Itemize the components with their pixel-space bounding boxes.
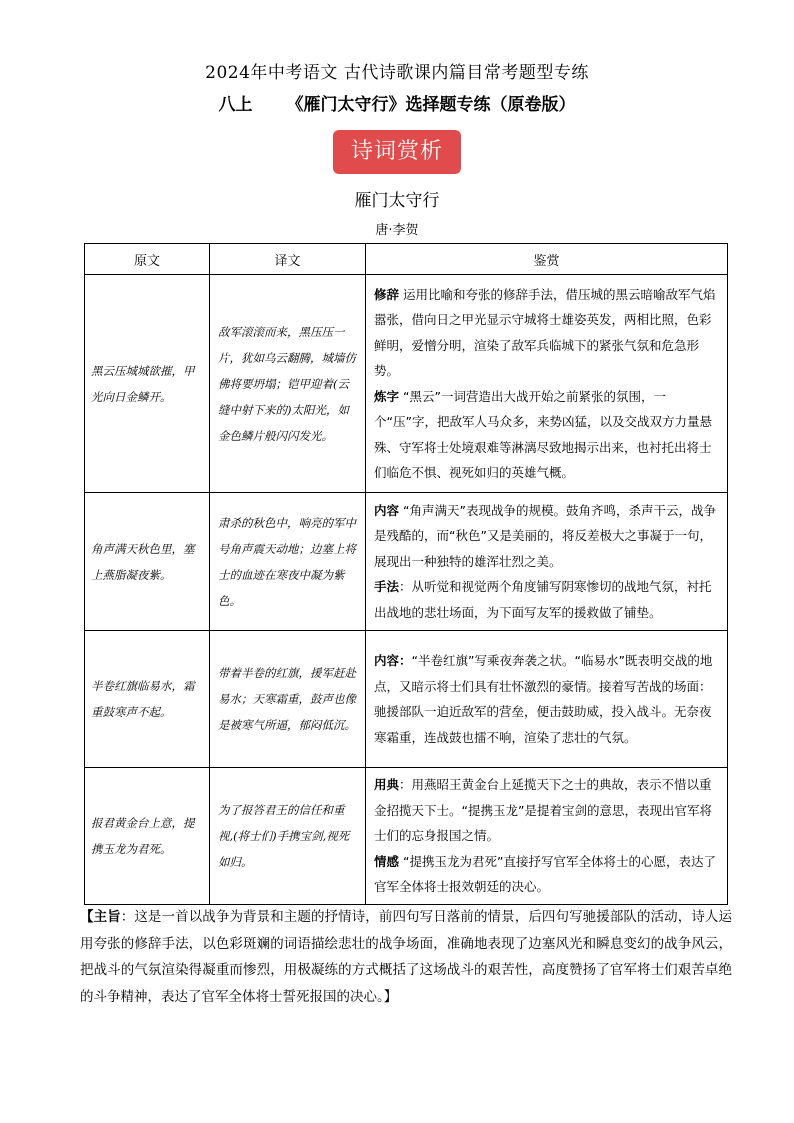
poem-analysis-table — [84, 243, 728, 905]
appreciation-label: 用典 — [374, 777, 400, 793]
table-header-row — [85, 244, 728, 275]
appreciation-cell — [366, 768, 728, 905]
summary-text: ：这是一首以战争为背景和主题的抒情诗，前四句写日落前的情景，后四句写驰援部队的活动，诗人运用夸张的修辞手法，以色彩斑斓的词语描绘悲壮的战争场面，准确地表现了边塞风光和瞬息变幻的战争风云，把战斗的气氛渲染得凝重而惨烈，用极凝练的方式概括了这场战斗的艰苦性，高度赞扬了官军将士们艰苦卓绝的斗争精神，表达了官军全体将士誓死报国的决心。】 — [80, 909, 733, 1005]
appreciation-text: ：用燕昭王黄金台上延揽天下之士的典故，表示不惜以重金招揽天下士。“提携玉龙”是提着宝剑的意思，表现出官军将士们的忘身报国之情。 — [374, 777, 712, 844]
appreciation-para — [374, 282, 721, 384]
section-banner: 诗词赏析 — [333, 130, 461, 174]
appreciation-para — [374, 384, 721, 486]
appreciation-cell — [366, 493, 728, 631]
table-row — [85, 275, 728, 493]
translation-cell: 为了报答君王的信任和重视,(将士们)手携宝剑,视死如归。 — [210, 768, 366, 905]
grade-label: 八上 — [218, 95, 253, 115]
appreciation-cell — [366, 631, 728, 768]
appreciation-cell — [366, 275, 728, 493]
table-row — [85, 631, 728, 768]
subtitle-text: 《雁门太守行》选择题专练（原卷版） — [286, 95, 576, 115]
appreciation-text: “角声满天”表现战争的规模。鼓角齐鸣，杀声干云，战争是残酷的，而“秋色”又是美丽的，将反差极大之事凝于一句，展现出一种独特的雄浑壮烈之美。 — [374, 502, 716, 569]
table-row — [85, 768, 728, 905]
banner-wrapper — [0, 130, 794, 174]
original-cell: 黑云压城城欲摧，甲光向日金鳞开。 — [85, 275, 210, 493]
table-row — [85, 493, 728, 631]
appreciation-text: 运用比喻和夸张的修辞手法，借压城的黑云暗喻敌军气焰嚣张，借向日之甲光显示守城将士雄姿英发，两相比照，色彩鲜明，爱憎分明，渲染了敌军兵临城下的紧张气氛和危急形势。 — [374, 286, 716, 378]
original-cell: 半卷红旗临易水，霜重鼓寒声不起。 — [85, 631, 210, 768]
document-title: 2024年中考语文 古代诗歌课内篇目常考题型专练 — [205, 63, 589, 83]
appreciation-label: 修辞 — [374, 286, 400, 302]
header-original: 原文 — [85, 244, 210, 275]
appreciation-label: 内容： — [374, 653, 412, 668]
appreciation-label: 内容 — [374, 502, 400, 518]
translation-cell: 肃杀的秋色中，响亮的军中号角声震天动地；边塞上将士的血迹在寒夜中凝为紫色。 — [210, 493, 366, 631]
appreciation-para — [374, 574, 721, 625]
translation-cell: 敌军滚滚而来，黑压压一片，犹如乌云翻腾，城墙仿佛将要坍塌；铠甲迎着(云缝中射下来的)太阳光，如金色鳞片般闪闪发光。 — [210, 275, 366, 493]
appreciation-para — [374, 498, 721, 575]
poem-author: 唐·李贺 — [375, 223, 419, 238]
appreciation-text: “半卷红旗”写乘夜奔袭之状。“临易水”既表明交战的地点，又暗示将士们具有壮怀激烈的豪情。接着写苦战的场面：驰援部队一迫近敌军的营垒，便击鼓助威，投入战斗。无奈夜寒霜重，连战鼓也擂不响，渲染了悲壮的气氛。 — [374, 653, 713, 745]
appreciation-para — [374, 772, 721, 849]
poem-title: 雁门太守行 — [354, 191, 440, 211]
appreciation-text: “黑云”一词营造出大战开始之前紧张的氛围，一个“压”字，把敌军人马众多，来势凶猛，以及交战双方力量悬殊、守军将士处境艰难等淋漓尽致地揭示出来，也衬托出将士们临危不惧、视死如归的英雄气概。 — [374, 388, 712, 480]
appreciation-para — [374, 648, 721, 750]
appreciation-para — [374, 849, 721, 900]
theme-summary — [80, 904, 732, 1010]
header-translation: 译文 — [210, 244, 366, 275]
appreciation-label: 炼字 — [374, 388, 400, 404]
original-cell: 角声满天秋色里，塞上燕脂凝夜紫。 — [85, 493, 210, 631]
translation-cell: 带着半卷的红旗，援军赶赴易水；天寒霜重，鼓声也像是被寒气所逼，郁闷低沉。 — [210, 631, 366, 768]
appreciation-label: 手法 — [374, 579, 400, 595]
appreciation-text: “提携玉龙为君死”直接抒写官军全体将士的心愿，表达了官军全体将士报效朝廷的决心。 — [374, 853, 716, 895]
appreciation-label: 情感 — [374, 853, 400, 869]
document-subtitle — [0, 90, 794, 115]
original-cell: 报君黄金台上意，提携玉龙为君死。 — [85, 768, 210, 905]
appreciation-text: ：从听觉和视觉两个角度铺写阴寒惨切的战地气氛，衬托出战地的悲壮场面，为下面写友军的援救做了铺垫。 — [374, 579, 712, 620]
summary-label: 【主旨 — [80, 909, 121, 925]
header-appreciation: 鉴赏 — [366, 244, 728, 275]
